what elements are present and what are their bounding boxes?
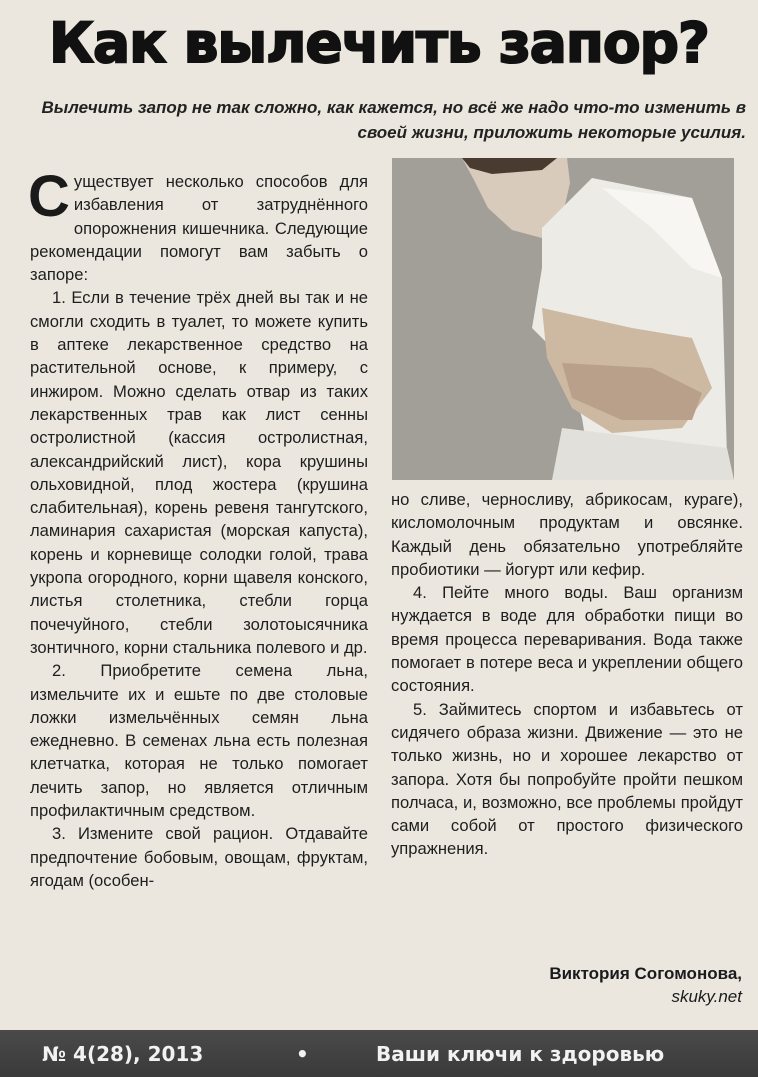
footer-separator: • (296, 1042, 309, 1066)
intro-text: уществует несколько способов для избавления от затруднённого опорожнения кишечника. Следующие рекомендации помогут вам забыть о запоре: (30, 172, 368, 285)
tip-5: 5. Займитесь спортом и избавьтесь от сидячего образа жизни. Движение — это не только жизнь, но и хорошее лекарство от запора. Хотя бы попробуйте пройти пешком полчаса, и, возможно, все проблемы пройдут сами собой от простого физического упражнения. (391, 699, 743, 859)
tip-3-start: 3. Измените свой рацион. Отдавайте предпочтение бобовым, овощам, фруктам, ягодам (особен- (30, 824, 368, 890)
article-photo (392, 158, 734, 480)
tip-4: 4. Пейте много воды. Ваш организм нуждается в воде для обработки пищи во время процесса переваривания. Вода также помогает в потере веса и укреплении общего состояния. (391, 583, 743, 696)
issue-number: № 4(28), 2013 (42, 1042, 204, 1066)
source-site: skuky.net (671, 987, 742, 1006)
tip-3-end: но сливе, черносливу, абрикосам, кураге), кисломолочным продуктам и овсянке. Каждый день обязательно употребляйте пробиотики — йогурт или кефир. (391, 490, 743, 579)
author-signature (549, 962, 742, 1008)
right-column (391, 488, 743, 861)
drop-cap: С (28, 164, 70, 229)
tip-1: 1. Если в течение трёх дней вы так и не смогли сходить в туалет, то можете купить в аптеке лекарственное средство на растительной основе, к примеру, с инжиром. Можно сделать отвар из таких лекарственных трав как лист сенны остролистной (кассия остролистная, александрийский лист), кора крушины ольховидной, плод жостера (крушина слабительная), корень ревеня тангутского, ламинария сахаристая (морская капуста), корень и корневище солодки голой, трава укропа огородного, корни щавеля конского, листья столетника, стебли горца почечуйного, стебли золотоысячника зонтичного, корни стальника полевого и др. (30, 288, 368, 657)
page-footer (0, 1030, 758, 1077)
intro-paragraph (28, 164, 368, 286)
magazine-name: Ваши ключи к здоровью (376, 1042, 665, 1066)
left-column (28, 164, 368, 892)
article-lead: Вылечить запор не так сложно, как кажется, но всё же надо что-то изменить в своей жизни, приложить некоторые усилия. (41, 98, 746, 142)
article-title: Как вылечить запор? (49, 11, 709, 75)
author-name: Виктория Согомонова, (549, 964, 742, 983)
tip-2: 2. Приобретите семена льна, измельчите их и ешьте по две столовые ложки измельчённых семян льна ежедневно. В семенах льна есть полезная клетчатка, которая не только помогает лечить запор, но является отличным профилактичным средством. (30, 661, 368, 821)
